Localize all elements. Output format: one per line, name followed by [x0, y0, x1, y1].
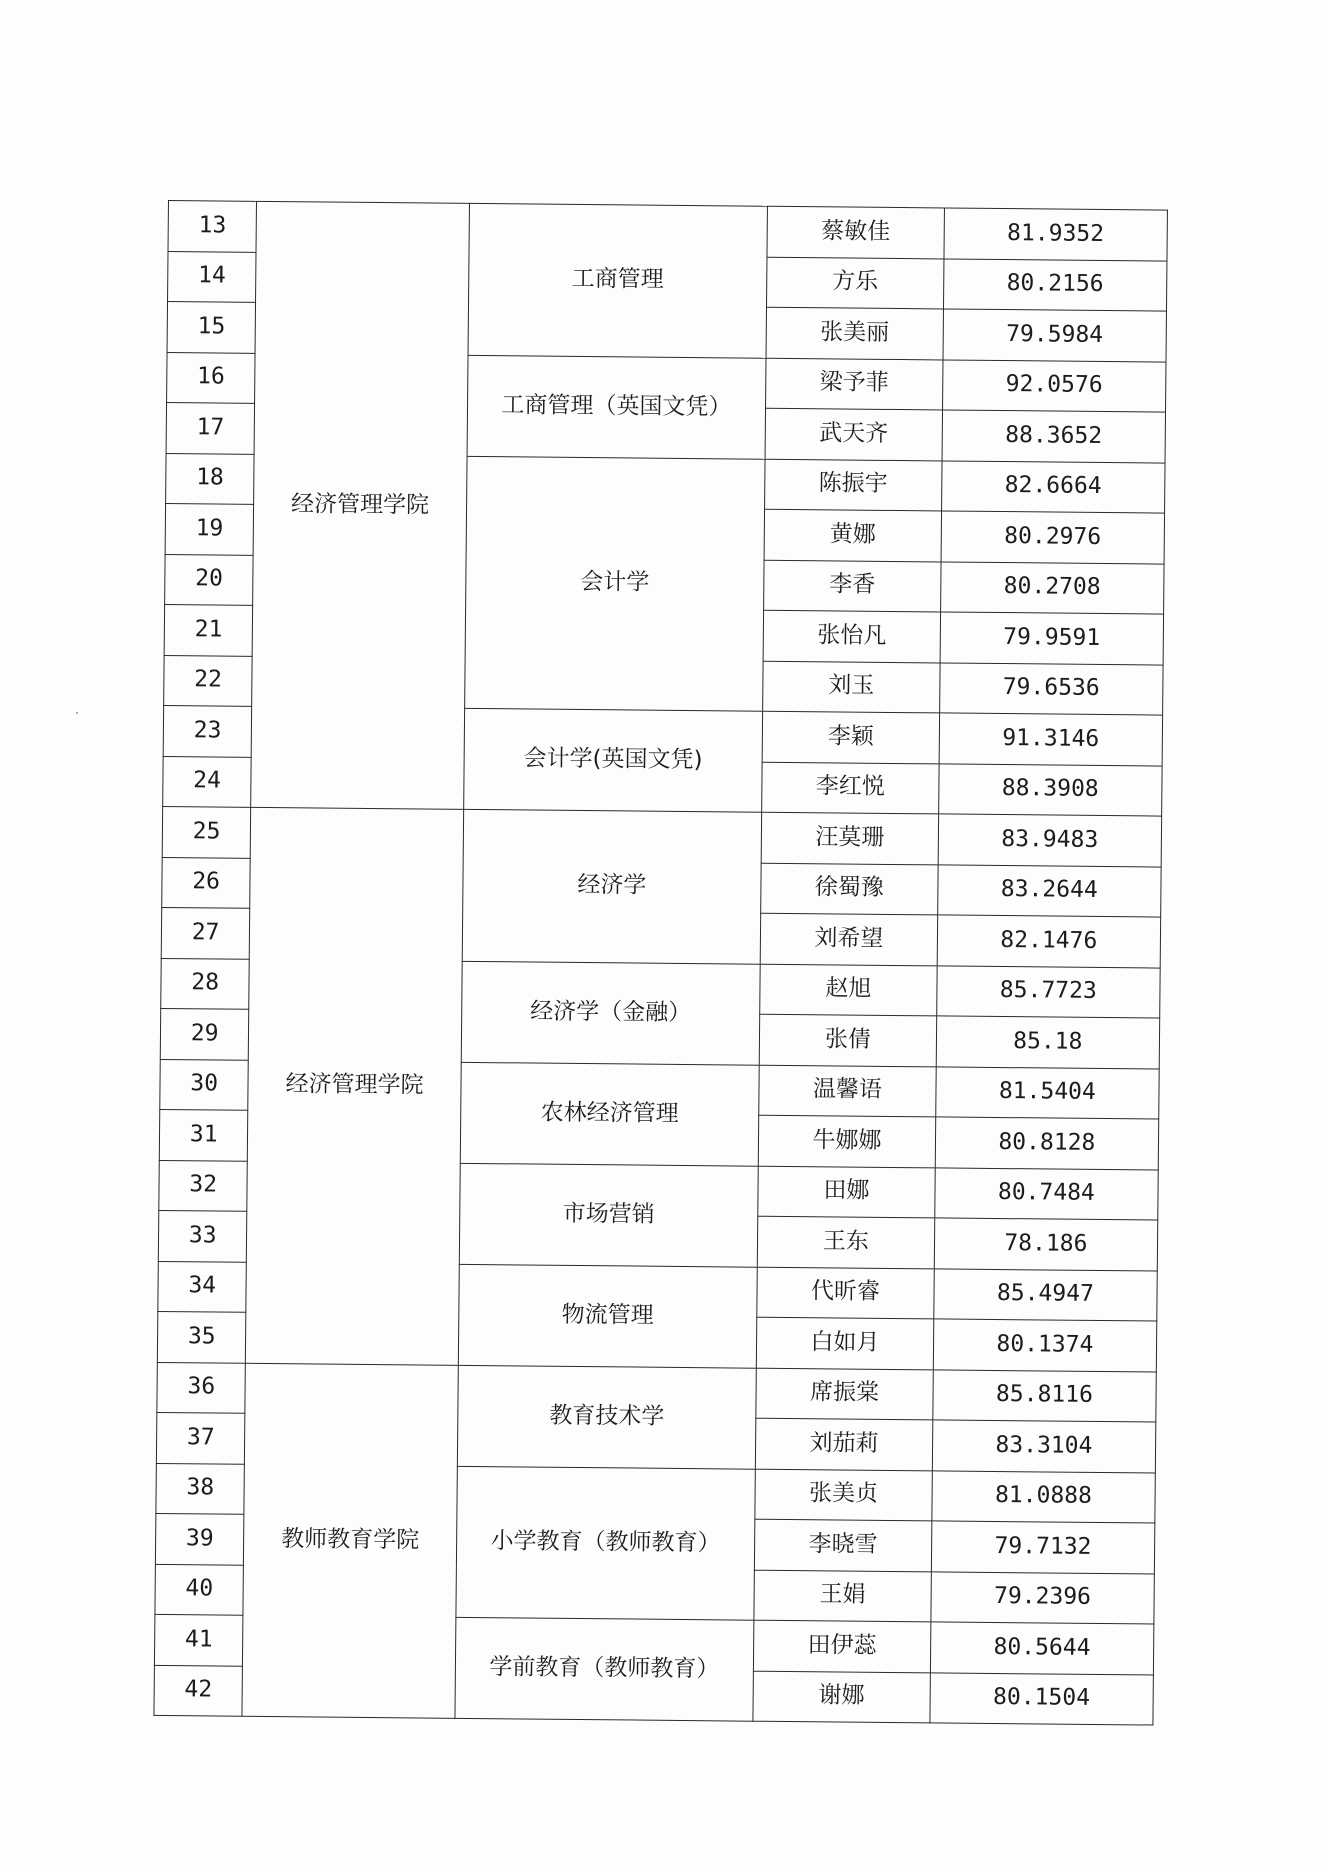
- row-number: 38: [156, 1463, 245, 1514]
- row-number: 37: [156, 1412, 245, 1463]
- student-name: 张美贞: [755, 1469, 932, 1521]
- student-score: 80.7484: [935, 1167, 1159, 1220]
- student-score: 79.2396: [931, 1571, 1155, 1624]
- student-score: 80.1504: [930, 1672, 1154, 1725]
- row-number: 22: [164, 655, 253, 706]
- student-score: 88.3908: [938, 763, 1162, 816]
- student-score: 80.1374: [933, 1319, 1157, 1372]
- student-score: 79.6536: [939, 662, 1163, 715]
- student-score: 92.0576: [942, 359, 1166, 412]
- row-number: 16: [167, 352, 256, 403]
- student-name: 王东: [757, 1216, 934, 1268]
- row-number: 35: [157, 1311, 246, 1362]
- row-number: 40: [155, 1564, 244, 1615]
- college-cell: 教师教育学院: [242, 1363, 458, 1719]
- student-name: 代昕睿: [757, 1267, 934, 1319]
- row-number: 26: [162, 857, 251, 908]
- student-score: 83.2644: [937, 864, 1161, 917]
- student-score: 79.5984: [943, 309, 1167, 362]
- row-number: 23: [163, 705, 252, 756]
- table-row: [162, 806, 1161, 866]
- row-number: 13: [168, 201, 257, 252]
- results-table-body: [154, 201, 1167, 1726]
- table-row: [157, 1362, 1156, 1422]
- row-number: 19: [165, 503, 254, 554]
- major-cell: 农林经济管理: [460, 1062, 759, 1166]
- student-name: 李香: [764, 560, 941, 612]
- student-score: 82.1476: [937, 915, 1161, 968]
- student-score: 88.3652: [942, 410, 1166, 463]
- student-score: 80.2708: [940, 561, 1164, 614]
- student-score: 82.6664: [941, 460, 1165, 513]
- row-number: 32: [159, 1160, 248, 1211]
- row-number: 31: [159, 1109, 248, 1160]
- student-score: 83.9483: [938, 814, 1162, 867]
- student-name: 赵旭: [760, 964, 937, 1016]
- row-number: 36: [157, 1362, 246, 1413]
- row-number: 20: [165, 554, 254, 605]
- row-number: 28: [161, 958, 250, 1009]
- results-table: [153, 200, 1168, 1726]
- scan-speck: [76, 712, 78, 714]
- row-number: 39: [155, 1513, 244, 1564]
- student-name: 蔡敏佳: [767, 206, 944, 258]
- row-number: 33: [158, 1210, 247, 1261]
- student-name: 张怡凡: [763, 610, 940, 662]
- student-name: 刘希望: [760, 913, 937, 965]
- student-name: 温馨语: [759, 1065, 936, 1117]
- row-number: 15: [167, 302, 256, 353]
- row-number: 29: [160, 1008, 249, 1059]
- results-sheet: [153, 200, 1168, 1726]
- major-cell: 小学教育（教师教育）: [456, 1466, 756, 1620]
- student-name: 田娜: [758, 1166, 935, 1218]
- row-number: 24: [163, 756, 252, 807]
- row-number: 18: [166, 453, 255, 504]
- student-score: 80.5644: [930, 1622, 1154, 1675]
- student-name: 梁予菲: [766, 358, 943, 410]
- student-name: 张倩: [759, 1014, 936, 1066]
- student-score: 85.8116: [933, 1369, 1157, 1422]
- student-score: 79.7132: [931, 1521, 1155, 1574]
- student-score: 85.4947: [934, 1268, 1158, 1321]
- college-cell: 经济管理学院: [246, 807, 464, 1365]
- row-number: 21: [164, 604, 253, 655]
- student-name: 田伊蕊: [754, 1620, 931, 1672]
- student-score: 85.18: [936, 1016, 1160, 1069]
- student-name: 李颖: [762, 711, 939, 763]
- student-name: 谢娜: [753, 1671, 930, 1723]
- row-number: 30: [160, 1059, 249, 1110]
- student-score: 85.7723: [936, 965, 1160, 1018]
- major-cell: 物流管理: [458, 1264, 757, 1368]
- student-name: 席振棠: [756, 1368, 933, 1420]
- student-score: 83.3104: [932, 1420, 1156, 1473]
- student-name: 陈振宇: [765, 459, 942, 511]
- student-name: 白如月: [756, 1317, 933, 1369]
- row-number: 34: [158, 1261, 247, 1312]
- row-number: 14: [168, 251, 257, 302]
- row-number: 25: [162, 806, 251, 857]
- student-score: 81.9352: [944, 208, 1168, 261]
- major-cell: 会计学(英国文凭): [463, 708, 762, 812]
- student-name: 汪莫珊: [761, 812, 938, 864]
- student-name: 李红悦: [762, 762, 939, 814]
- student-name: 方乐: [767, 257, 944, 309]
- student-name: 黄娜: [764, 509, 941, 561]
- row-number: 17: [166, 402, 255, 453]
- student-name: 张美丽: [766, 307, 943, 359]
- row-number: 42: [154, 1665, 243, 1716]
- table-row: [168, 201, 1167, 261]
- student-score: 78.186: [934, 1218, 1158, 1271]
- student-name: 武天齐: [765, 408, 942, 460]
- student-score: 80.8128: [935, 1117, 1159, 1170]
- student-name: 李晓雪: [755, 1519, 932, 1571]
- student-score: 79.9591: [940, 612, 1164, 665]
- student-name: 刘玉: [763, 661, 940, 713]
- row-number: 41: [154, 1614, 243, 1665]
- student-score: 80.2156: [943, 258, 1167, 311]
- major-cell: 会计学: [464, 456, 765, 711]
- major-cell: 经济学（金融）: [461, 961, 760, 1065]
- student-name: 王娟: [754, 1570, 931, 1622]
- major-cell: 工商管理: [468, 203, 768, 357]
- student-name: 牛娜娜: [758, 1115, 935, 1167]
- student-score: 81.5404: [935, 1066, 1159, 1119]
- college-cell: 经济管理学院: [251, 201, 469, 809]
- student-score: 91.3146: [939, 713, 1163, 766]
- student-name: 徐蜀豫: [761, 863, 938, 915]
- major-cell: 经济学: [462, 809, 762, 963]
- major-cell: 教育技术学: [457, 1365, 756, 1469]
- major-cell: 工商管理（英国文凭）: [467, 355, 766, 459]
- student-score: 81.0888: [932, 1470, 1156, 1523]
- major-cell: 学前教育（教师教育）: [455, 1617, 754, 1721]
- student-score: 80.2976: [941, 511, 1165, 564]
- major-cell: 市场营销: [459, 1163, 758, 1267]
- row-number: 27: [161, 907, 250, 958]
- student-name: 刘茄莉: [755, 1418, 932, 1470]
